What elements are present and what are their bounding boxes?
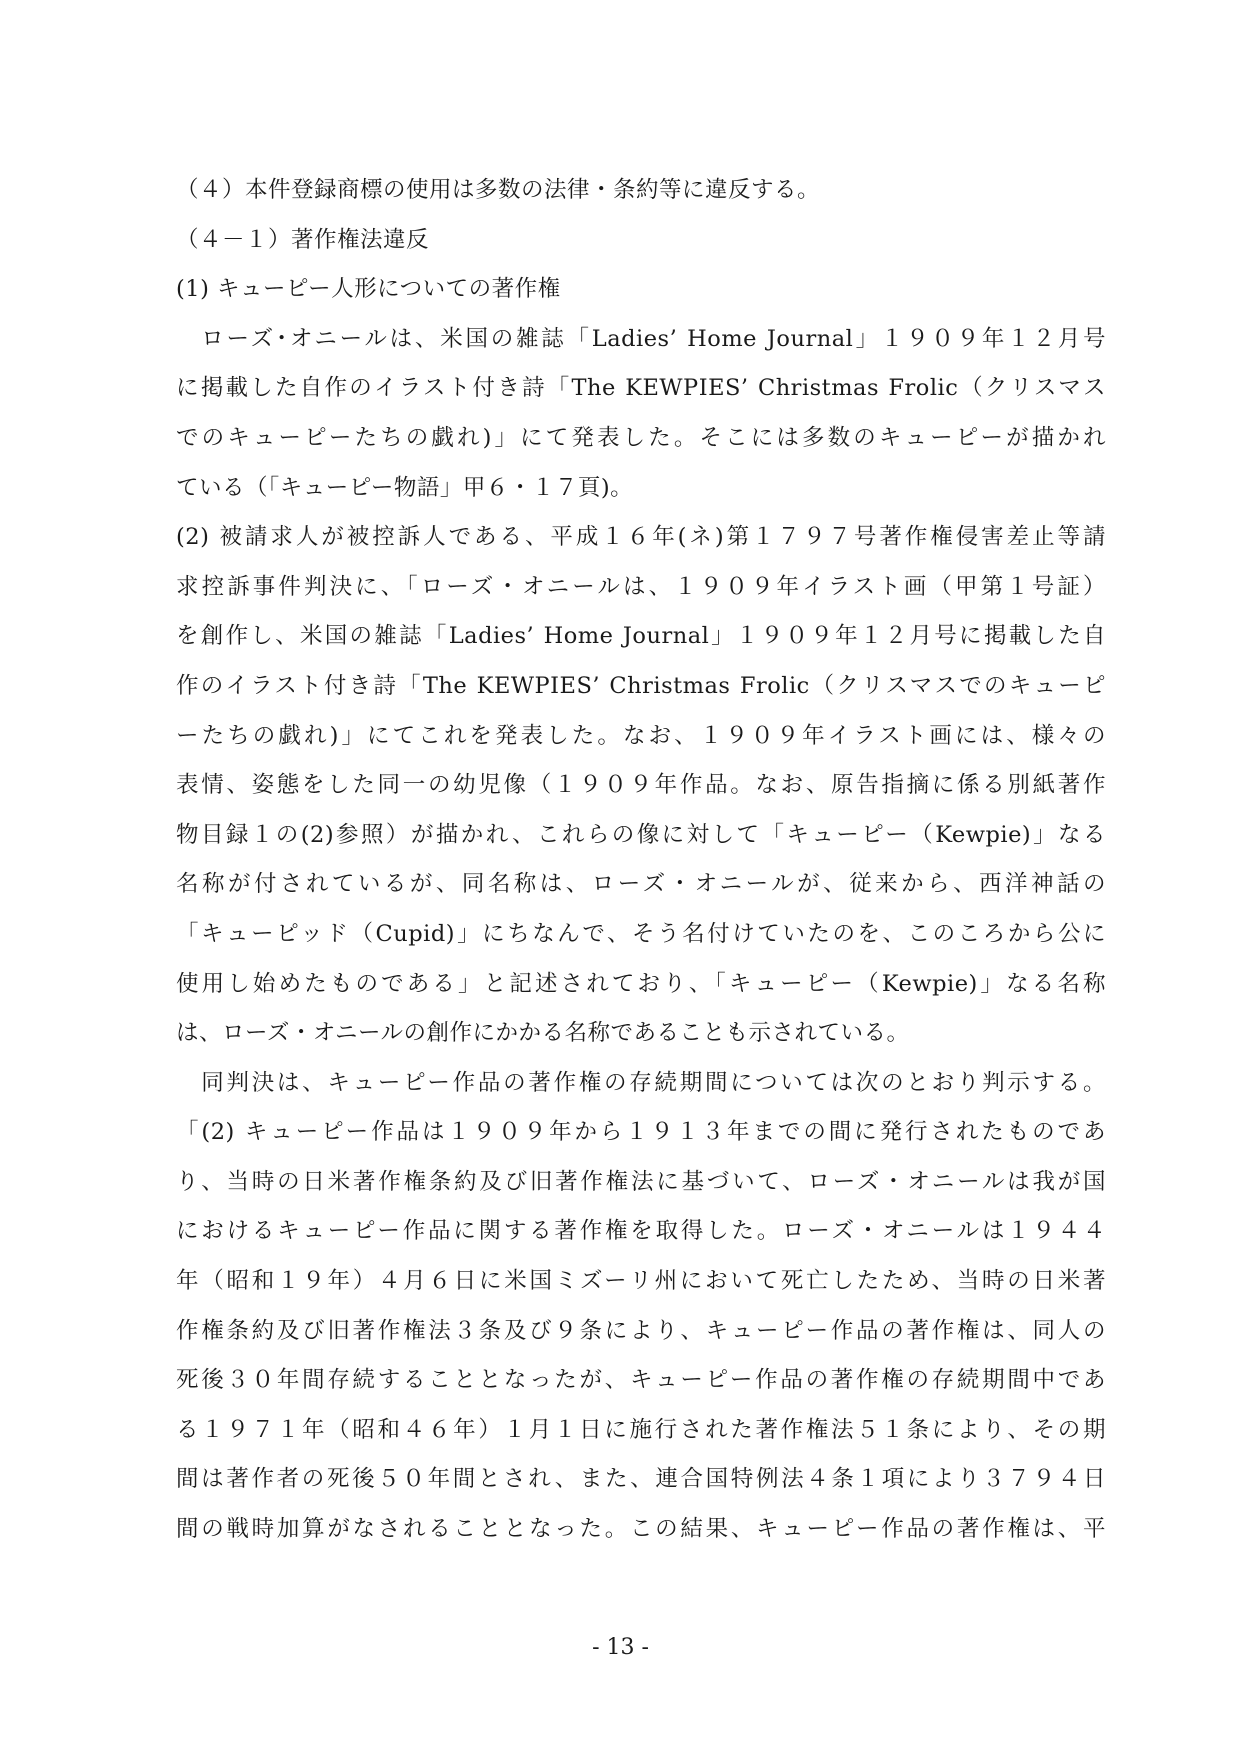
- text-line: に掲載した自作のイラスト付き詩「The KEWPIES’ Christmas Frolic（クリスマス: [176, 375, 1106, 402]
- text-line: 作のイラスト付き詩「The KEWPIES’ Christmas Frolic（クリスマスでのキューピ: [176, 672, 1106, 699]
- text-line: 表情、姿態をした同一の幼児像（１９０９年作品。なお、原告指摘に係る別紙著作: [176, 772, 1106, 799]
- text-line: 名称が付されているが、同名称は、ローズ・オニールが、従来から、西洋神話の: [176, 871, 1106, 898]
- page-number: - 13 -: [592, 1635, 649, 1660]
- text-line: は、ローズ・オニールの創作にかかる名称であることも示されている。: [176, 1020, 910, 1047]
- text-line: 間は著作者の死後５０年間とされ、また、連合国特例法４条１項により３７９４日: [176, 1466, 1106, 1493]
- text-line: る１９７１年（昭和４６年）１月１日に施行された著作権法５１条により、その期: [176, 1416, 1106, 1443]
- text-line: 求控訴事件判決に、「ローズ・オニールは、１９０９年イラスト画（甲第１号証）: [176, 573, 1106, 600]
- text-line: 年（昭和１９年）４月６日に米国ミズーリ州において死亡したため、当時の日米著: [176, 1268, 1106, 1295]
- text-line: 「キューピッド（Cupid)」にちなんで、そう名付けていたのを、このころから公に: [176, 920, 1106, 947]
- subheading-1: (1) キューピー人形についての著作権: [176, 276, 561, 303]
- text-line: 作権条約及び旧著作権法３条及び９条により、キューピー作品の著作権は、同人の: [176, 1317, 1106, 1344]
- text-line: 死後３０年間存続することとなったが、キューピー作品の著作権の存続期間中であ: [176, 1367, 1106, 1394]
- text-line: 同判決は、キューピー作品の著作権の存続期間については次のとおり判示する。: [176, 1069, 1106, 1096]
- text-line: 物目録１の(2)参照）が描かれ、これらの像に対して「キューピー（Kewpie)」なる: [176, 821, 1106, 848]
- heading-4-1: （４－１）著作権法違反: [176, 226, 430, 253]
- text-line: (2) 被請求人が被控訴人である、平成１６年(ネ)第１７９７号著作権侵害差止等請: [176, 524, 1106, 551]
- text-line: ーたちの戯れ)」にてこれを発表した。なお、１９０９年イラスト画には、様々の: [176, 722, 1106, 749]
- text-line: 使用し始めたものである」と記述されており、「キューピー（Kewpie)」なる名称: [176, 970, 1106, 997]
- text-line: におけるキューピー作品に関する著作権を取得した。ローズ・オニールは１９４４: [176, 1218, 1106, 1245]
- text-line: を創作し、米国の雑誌「Ladies’ Home Journal」１９０９年１２月号に掲載した自: [176, 623, 1106, 650]
- text-line: でのキューピーたちの戯れ)」にて発表した。そこには多数のキューピーが描かれ: [176, 424, 1106, 451]
- text-line: り、当時の日米著作権条約及び旧著作権法に基づいて、ローズ・オニールは我が国: [176, 1168, 1106, 1195]
- text-line: ている（「キューピー物語」甲６・１７頁)。: [176, 474, 634, 501]
- text-line: 間の戦時加算がなされることとなった。この結果、キューピー作品の著作権は、平: [176, 1516, 1106, 1543]
- heading-4: （４）本件登録商標の使用は多数の法律・条約等に違反する。: [176, 177, 821, 203]
- text-line: ローズ･オニールは、米国の雑誌「Ladies’ Home Journal」１９０９年１２月号: [176, 325, 1106, 352]
- text-line: 「(2) キューピー作品は１９０９年から１９１３年までの間に発行されたものであ: [176, 1119, 1106, 1146]
- document-body: [176, 166, 1106, 1555]
